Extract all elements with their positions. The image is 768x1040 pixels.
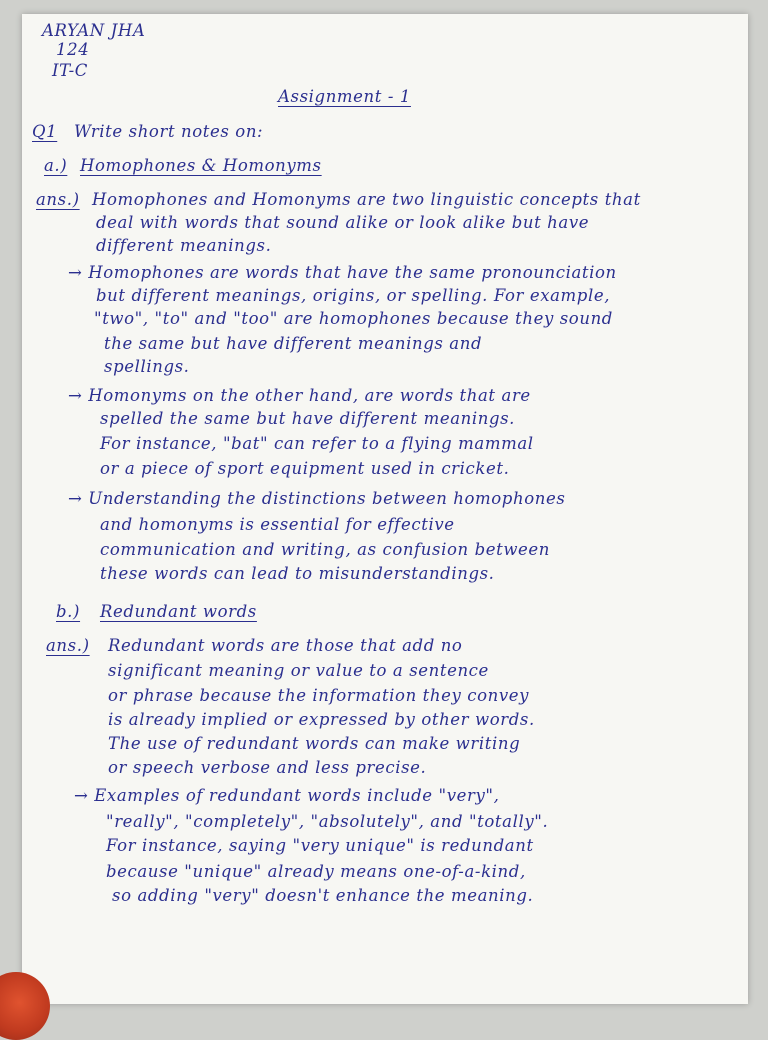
assignment-title: Assignment - 1 <box>278 87 411 106</box>
text-line: so adding "very" doesn't enhance the meaning. <box>112 886 534 905</box>
text-line: Redundant words are those that add no <box>108 636 463 655</box>
text-line: is already implied or expressed by other words. <box>108 710 535 729</box>
text-line: spelled the same but have different meanings. <box>100 409 516 428</box>
text-line: → Homophones are words that have the same pronounciation <box>68 263 617 282</box>
text-line: because "unique" already means one-of-a-kind, <box>106 862 526 881</box>
text-line: significant meaning or value to a sentence <box>108 661 489 680</box>
text-line: → Homonyms on the other hand, are words that are <box>68 386 531 405</box>
text-line: → Understanding the distinctions between homophones <box>68 489 566 508</box>
text-line: "two", "to" and "too" are homophones because they sound <box>94 309 613 328</box>
text-line: or speech verbose and less precise. <box>108 758 427 777</box>
part-a-heading: Homophones & Homonyms <box>80 156 322 175</box>
text-line: → Examples of redundant words include "very", <box>74 786 500 805</box>
part-b-ans-label: ans.) <box>46 636 90 655</box>
student-name: ARYAN JHA <box>42 21 146 40</box>
text-line: The use of redundant words can make writing <box>108 734 521 753</box>
section: IT-C <box>52 61 88 80</box>
text-line: or a piece of sport equipment used in cricket. <box>100 459 510 478</box>
text-line: deal with words that sound alike or look alike but have <box>96 213 590 232</box>
text-line: different meanings. <box>96 236 272 255</box>
text-line: For instance, saying "very unique" is redundant <box>106 836 534 855</box>
text-line: For instance, "bat" can refer to a flying mammal <box>100 434 534 453</box>
notebook-page <box>22 14 748 1004</box>
roll-number: 124 <box>56 40 90 59</box>
text-line: communication and writing, as confusion between <box>100 540 551 559</box>
part-a-ans-label: ans.) <box>36 190 80 209</box>
part-b-heading: Redundant words <box>100 602 257 621</box>
text-line: the same but have different meanings and <box>104 334 483 353</box>
text-line: Homophones and Homonyms are two linguistic concepts that <box>92 190 641 209</box>
text-line: spellings. <box>104 357 190 376</box>
part-a-label: a.) <box>44 156 68 175</box>
text-line: but different meanings, origins, or spelling. For example, <box>96 286 611 305</box>
part-b-label: b.) <box>56 602 81 621</box>
question-number: Q1 <box>32 122 58 141</box>
text-line: these words can lead to misunderstandings. <box>100 564 495 583</box>
text-line: "really", "completely", "absolutely", and "totally". <box>106 812 549 831</box>
text-line: and homonyms is essential for effective <box>100 515 455 534</box>
question-text: Write short notes on: <box>74 122 264 141</box>
text-line: or phrase because the information they convey <box>108 686 530 705</box>
